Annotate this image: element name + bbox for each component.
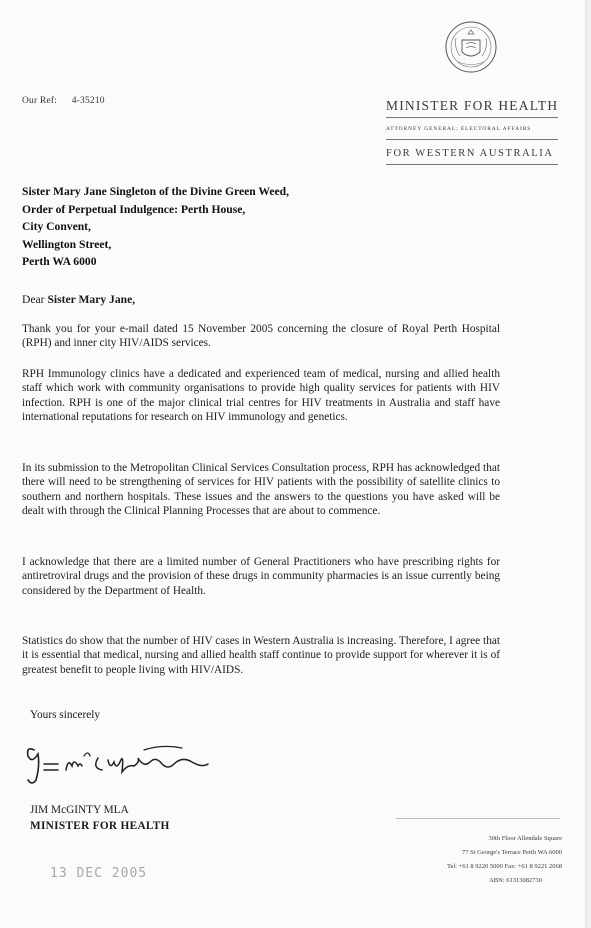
letterhead-title: MINISTER FOR HEALTH	[386, 98, 558, 118]
footer-address	[382, 832, 562, 888]
letterhead-portfolios: ATTORNEY GENERAL; ELECTORAL AFFAIRS	[386, 126, 558, 140]
letterhead	[386, 98, 558, 165]
footer-line: 30th Floor Allendale Square	[488, 835, 562, 842]
recipient-line: Wellington Street,	[22, 237, 112, 251]
footer-abn: ABN: 61313082730	[489, 877, 542, 884]
footer-divider	[396, 818, 560, 819]
footer-line: 77 St George's Terrace Perth WA 6000	[461, 849, 562, 856]
our-ref-label: Our Ref:	[22, 96, 58, 106]
signer-block	[30, 802, 170, 834]
recipient-line: Order of Perpetual Indulgence: Perth House,	[22, 202, 246, 216]
body-paragraph-5: Statistics do show that the number of HIV cases in Western Australia is increasing. Therefore, I agree that it is essential that medical, nursing and allied health staff continue to provide support for wherever it is of greatest benefit to people living with HIV/AIDS.	[22, 635, 500, 676]
footer-line: Tel: +61 8 9220 5000 Fax: +61 8 9221 2068	[446, 863, 562, 870]
salutation-prefix: Dear	[22, 293, 48, 306]
handwritten-signature	[22, 736, 228, 796]
closing: Yours sincerely	[30, 709, 101, 721]
body-paragraph-1: Thank you for your e-mail dated 15 November 2005 concerning the closure of Royal Perth Hospital (RPH) and inner city HIV/AIDS services.	[22, 323, 500, 350]
letterhead-state: FOR WESTERN AUSTRALIA	[386, 148, 558, 165]
body-paragraph-2: RPH Immunology clinics have a dedicated and experienced team of medical, nursing and allied health staff which work with community organisations to provide high quality services for patients with HIV infection. RPH is one of the major clinical trial centres for HIV treatments in Australia and staff have international reputations for research on HIV immunology and genetics.	[22, 368, 500, 424]
signer-name: JIM McGINTY MLA	[30, 804, 129, 816]
date-stamp: 13 DEC 2005	[50, 866, 148, 881]
recipient-address	[22, 183, 289, 271]
recipient-line: Sister Mary Jane Singleton of the Divine Green Weed,	[22, 185, 289, 198]
signer-role: MINISTER FOR HEALTH	[30, 820, 170, 832]
recipient-line: Perth WA 6000	[22, 255, 97, 268]
salutation	[22, 293, 135, 306]
body-paragraph-3: In its submission to the Metropolitan Clinical Services Consultation process, RPH has acknowledged that there will need to be strengthening of services for HIV patients with the possibility of satellite clinics to southern and northern hospitals. These issues and the answers to the questions you have asked will be dealt with through the Clinical Planning Processes that are about to commence.	[22, 462, 500, 518]
coat-of-arms-seal	[444, 20, 498, 74]
body-paragraph-4: I acknowledge that there are a limited number of General Practitioners who have prescribing rights for antiretroviral drugs and the provision of these drugs in community pharmacies is an issue currently being considered by the Department of Health.	[22, 556, 500, 597]
our-ref-value: 4-35210	[71, 96, 105, 106]
our-reference	[22, 96, 105, 106]
recipient-line: City Convent,	[22, 220, 91, 233]
salutation-name: Sister Mary Jane,	[47, 293, 136, 306]
page-edge-shadow	[585, 0, 591, 928]
